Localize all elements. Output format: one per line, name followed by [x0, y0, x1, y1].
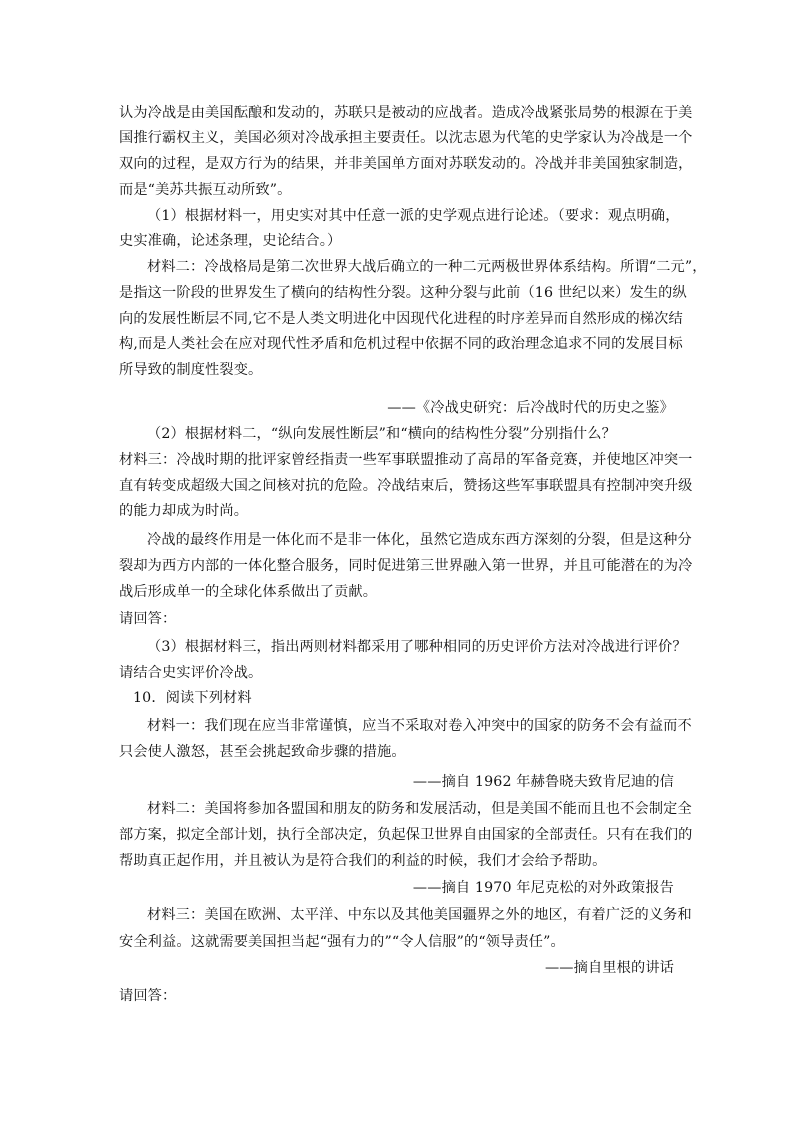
question-2: （2）根据材料二，“纵向发展性断层”和“横向的结构性分裂”分别指什么？	[147, 426, 616, 442]
text-line: 只会使人激怒，甚至会挑起致命步骤的措施。	[119, 744, 406, 760]
material-3-label: 材料三：美国在欧洲、太平洋、中东以及其他美国疆界之外的地区，有着广泛的义务和	[147, 907, 692, 923]
material-2-label: 材料二：美国将参加各盟国和朋友的防务和发展活动，但是美国不能而且也不会制定全	[147, 801, 692, 817]
question-10-heading: 10．阅读下列材料	[133, 690, 252, 706]
text-line: 直有转变成超级大国之间核对抗的危险。冷战结束后，赞扬这些军事联盟具有控制冲突升级	[119, 478, 693, 494]
text-line: 构,而是人类社会在应对现代性矛盾和危机过程中依据不同的政治理念追求不同的发展目标	[119, 336, 683, 352]
text-line: 而是“美苏共振互动所致”。	[119, 182, 292, 198]
source-citation: ——摘自里根的讲话	[544, 960, 674, 976]
text-line: 部方案，拟定全部计划，执行全部决定，负起保卫世界自由国家的全部责任。只有在我们的	[119, 827, 693, 843]
source-citation: ——摘自 1962 年赫鲁晓夫致肯尼迪的信	[412, 774, 674, 790]
text-line: 帮助真正起作用，并且被认为是符合我们的利益的时候，我们才会给予帮助。	[119, 853, 607, 869]
material-1-label: 材料一：我们现在应当非常谨慎，应当不采取对卷入冲突中的国家的防务不会有益而不	[147, 718, 692, 734]
text-line: 双向的过程，是双方行为的结果，并非美国单方面对苏联发动的。冷战并非美国独家制造，	[119, 156, 693, 172]
question-3: （3）根据材料三，指出两则材料都采用了哪种相同的历史评价方法对冷战进行评价？	[147, 639, 687, 655]
text-line: 请结合史实评价冷战。	[119, 665, 263, 681]
source-citation: ——《冷战史研究：后冷战时代的历史之鉴》	[387, 400, 674, 416]
text-line: 向的发展性断层不同,它不是人类文明进化中因现代化进程的时序差异而自然形成的梯次结	[119, 311, 683, 327]
text-line: 是指这一阶段的世界发生了横向的结构性分裂。这种分裂与此前（16 世纪以来）发生的纵	[119, 285, 687, 301]
question-1: （1）根据材料一，用史实对其中任意一派的史学观点进行论述。（要求：观点明确，	[147, 208, 680, 224]
answer-prompt: 请回答：	[119, 611, 177, 627]
text-line: 的能力却成为时尚。	[119, 503, 249, 519]
text-line: 冷战的最终作用是一体化而不是非一体化，虽然它造成东西方深刻的分裂，但是这种分	[147, 532, 692, 548]
material-3-label: 材料三：冷战时期的批评家曾经指责一些军事联盟推动了高昂的军备竞赛，并使地区冲突一	[119, 452, 693, 468]
text-line: 安全利益。这就需要美国担当起“强有力的”“令人信服”的“领导责任”。	[119, 934, 565, 950]
text-line: 裂却为西方内部的一体化整合服务，同时促进第三世界融入第一世界，并且可能潜在的为冷	[119, 558, 693, 574]
material-2-label: 材料二：冷战格局是第二次世界大战后确立的一种二元两极世界体系结构。所谓“二元”，	[147, 259, 707, 275]
text-line: 所导致的制度性裂变。	[119, 362, 263, 378]
source-citation: ——摘自 1970 年尼克松的对外政策报告	[412, 880, 674, 896]
text-line: 认为冷战是由美国酝酿和发动的，苏联只是被动的应战者。造成冷战紧张局势的根源在于美	[119, 105, 693, 121]
answer-prompt: 请回答：	[119, 988, 177, 1004]
text-line: 史实准确，论述条理，史论结合。）	[119, 233, 342, 249]
text-line: 国推行霸权主义，美国必须对冷战承担主要责任。以沈志恩为代笔的史学家认为冷战是一个	[119, 130, 693, 146]
text-line: 战后形成单一的全球化体系做出了贡献。	[119, 584, 378, 600]
